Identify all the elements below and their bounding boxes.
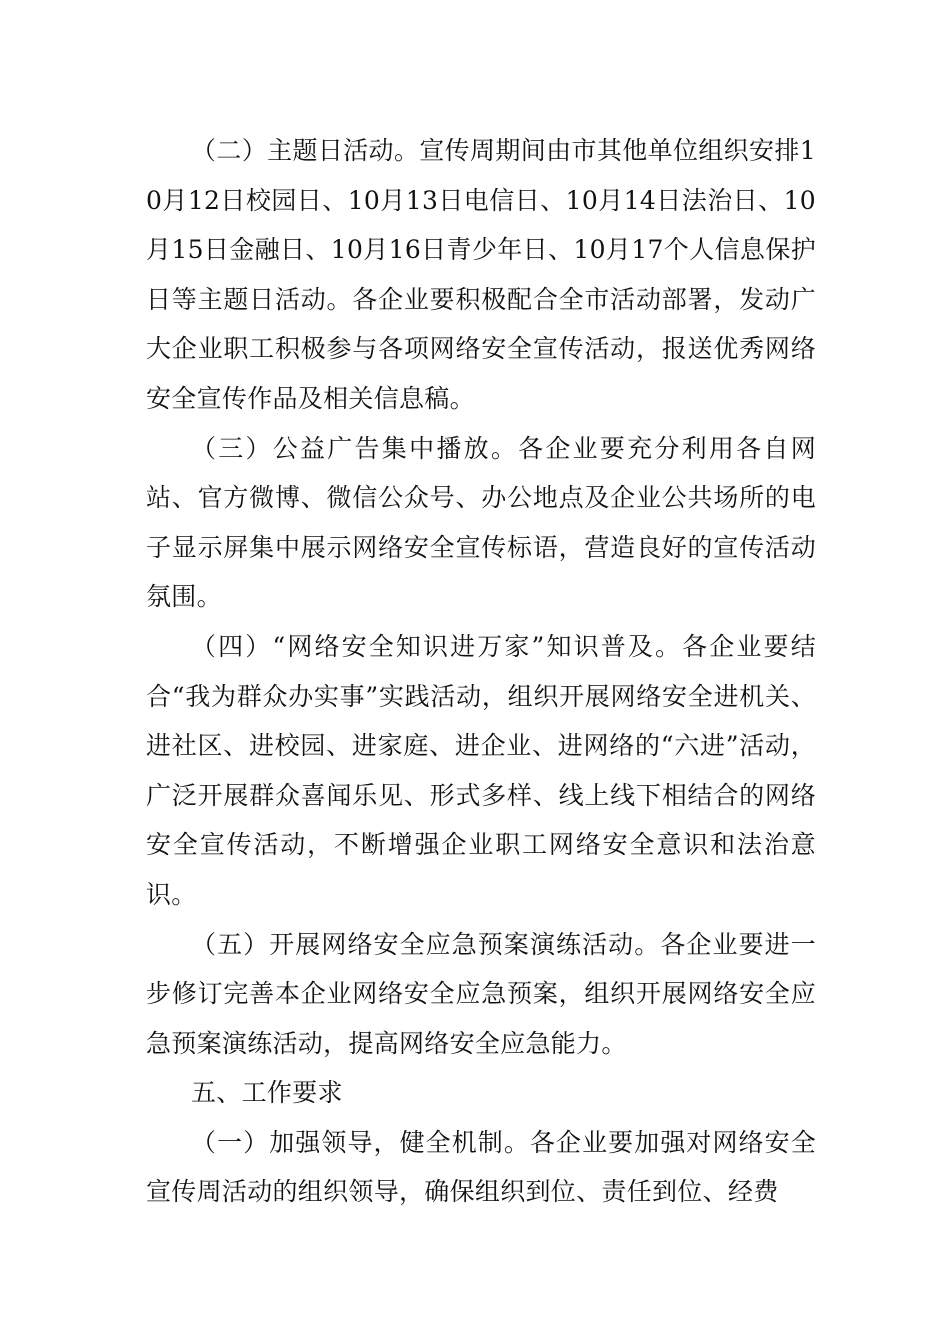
document-body — [146, 126, 816, 1217]
paragraph-leadership: （一）加强领导，健全机制。各企业要加强对网络安全宣传周活动的组织领导，确保组织到位、责任到位、经费 — [146, 1127, 816, 1207]
paragraph-emergency-drill: （五）开展网络安全应急预案演练活动。各企业要进一步修订完善本企业网络安全应急预案，组织开展网络安全应急预案演练活动，提高网络安全应急能力。 — [146, 929, 816, 1058]
paragraph-public-ads: （三）公益广告集中播放。各企业要充分利用各自网站、官方微博、微信公众号、办公地点及企业公共场所的电子显示屏集中展示网络安全宣传标语，营造良好的宣传活动氛围。 — [146, 433, 816, 612]
paragraph-theme-days: （二）主题日活动。宣传周期间由市其他单位组织安排10月12日校园日、10月13日电信日、10月14日法治日、10月15日金融日、10月16日青少年日、10月17个人信息保护日等主题日活动。各企业要积极配合全市活动部署，发动广大企业职工积极参与各项网络安全宣传活动，报送优秀网络安全宣传作品及相关信息稿。 — [146, 136, 816, 413]
section-heading-work-requirements: 五、工作要求 — [191, 1078, 343, 1108]
paragraph-knowledge-popularization: （四）“网络安全知识进万家”知识普及。各企业要结合“我为群众办实事”实践活动，组织开展网络安全进机关、进社区、进校园、进家庭、进企业、进网络的“六进”活动，广泛开展群众喜闻乐见、形式多样、线上线下相结合的网络安全宣传活动，不断增强企业职工网络安全意识和法治意识。 — [146, 631, 816, 909]
